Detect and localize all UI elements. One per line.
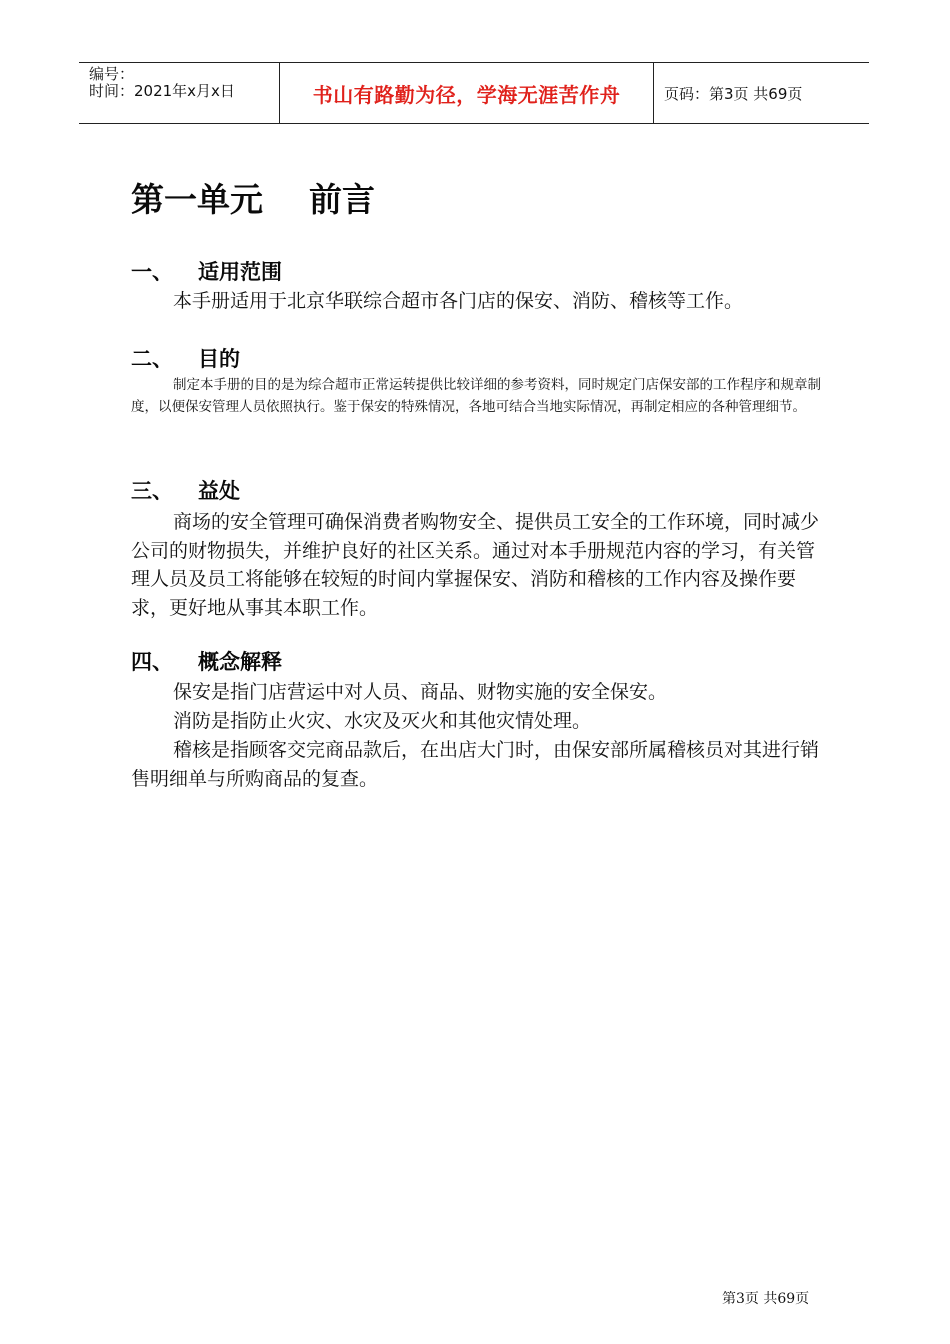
definition-term: 保安 xyxy=(173,681,212,703)
definition-security xyxy=(131,678,826,707)
definition-term: 消防 xyxy=(173,710,212,732)
section-title: 适用范围 xyxy=(198,260,282,284)
section-paragraph-scope: 本手册适用于北京华联综合超市各门店的保安、消防、稽核等工作。 xyxy=(173,290,744,312)
page-footer: 第3页 共69页 xyxy=(722,1291,810,1307)
definition-text: 是指门店营运中对人员、商品、财物实施的安全保安。 xyxy=(211,681,668,703)
definition-text: 是指防止火灾、水灾及灭火和其他灾情处理。 xyxy=(211,710,592,732)
section-title: 概念解释 xyxy=(198,650,282,674)
definition-term: 稽核 xyxy=(173,739,212,761)
definition-text: 是指顾客交完商品款后，在出店大门时，由保安部所属稽核员对其进行销售明细单与所购商品的复查。 xyxy=(131,739,820,790)
section-number: 四、 xyxy=(131,650,173,674)
section-number: 二、 xyxy=(131,347,173,371)
definition-audit xyxy=(131,736,826,793)
section-paragraph-benefits: 商场的安全管理可确保消费者购物安全、提供员工安全的工作环境，同时减少公司的财物损失，并维护良好的社区关系。通过对本手册规范内容的学习，有关管理人员及员工将能够在较短的时间内掌握保安、消防和稽核的工作内容及操作要求，更好地从事其本职工作。 xyxy=(131,511,820,619)
document-number-label: 编号： xyxy=(89,65,135,83)
page-header xyxy=(79,62,869,124)
section-title: 目的 xyxy=(198,347,240,371)
header-meta-cell xyxy=(79,63,280,123)
section-number: 一、 xyxy=(131,260,173,284)
unit-title: 第一单元 前言 xyxy=(131,180,375,219)
section-number: 三、 xyxy=(131,479,173,503)
section-heading-benefits xyxy=(131,477,240,505)
header-page-info: 页码：第3页 共69页 xyxy=(664,84,803,103)
section-title: 益处 xyxy=(198,479,240,503)
header-motto: 书山有路勤为径，学海无涯苦作舟 xyxy=(280,63,654,123)
definition-fire-control xyxy=(131,707,826,736)
section-heading-scope xyxy=(131,258,282,286)
section-heading-purpose xyxy=(131,345,240,373)
section-heading-definitions xyxy=(131,648,282,676)
document-date-label: 时间：2021年x月x日 xyxy=(89,82,235,100)
section-paragraph-purpose: 制定本手册的目的是为综合超市正常运转提供比较详细的参考资料，同时规定门店保安部的工作程序和规章制度，以便保安管理人员依照执行。鉴于保安的特殊情况，各地可结合当地实际情况，再制定相应的各种管理细节。 xyxy=(131,377,821,415)
